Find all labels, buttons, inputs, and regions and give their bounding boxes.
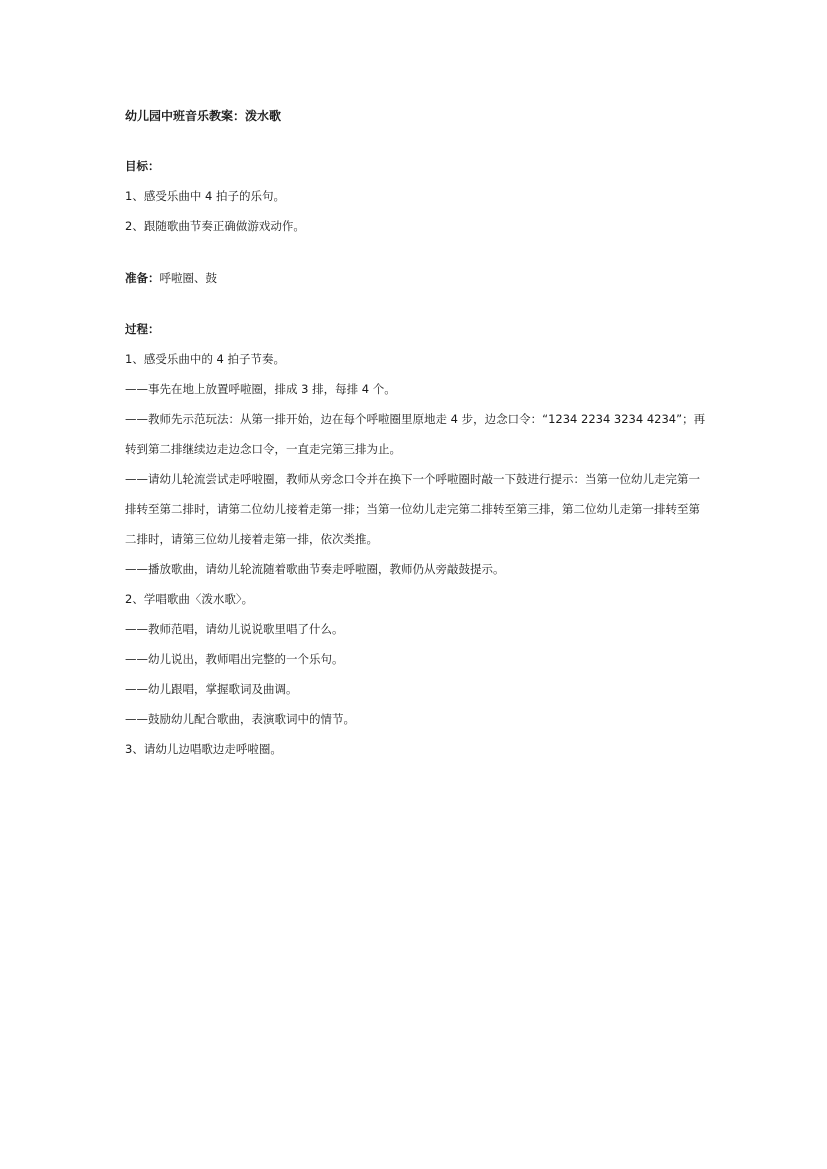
process-line-5: ——播放歌曲，请幼儿轮流随着歌曲节奏走呼啦圈，教师仍从旁敲鼓提示。	[125, 562, 505, 576]
process-line-4: ——请幼儿轮流尝试走呼啦圈，教师从旁念口令并在换下一个呼啦圈时敲一下鼓进行提示：当第一位幼儿走完第一排转至第二排时，请第二位幼儿接着走第一排；当第一位幼儿走完第二排转至第三排，第二位幼儿走第一排转至第二排时，请第三位幼儿接着走第一排，依次类推。	[125, 472, 700, 546]
process-line-8: ——幼儿说出，教师唱出完整的一个乐句。	[125, 652, 344, 666]
goal-heading: 目标：	[125, 159, 160, 173]
prep-text: 呼啦圈、鼓	[159, 271, 217, 285]
document-title: 幼儿园中班音乐教案：泼水歌	[125, 109, 282, 123]
goal-item-2: 2、跟随歌曲节奏正确做游戏动作。	[125, 219, 305, 233]
document-body	[125, 106, 707, 769]
process-line-3: ——教师先示范玩法：从第一排开始，边在每个呼啦圈里原地走 4 步，边念口令：“1234 2234 3234 4234”；再转到第二排继续边走边念口令，一直走完第三排为止。	[125, 412, 706, 456]
process-line-2: ——事先在地上放置呼啦圈，排成 3 排，每排 4 个。	[125, 382, 396, 396]
process-line-7: ——教师范唱，请幼儿说说歌里唱了什么。	[125, 622, 344, 636]
prep-section	[125, 268, 707, 288]
process-line-1: 1、感受乐曲中的 4 拍子节奏。	[125, 352, 285, 366]
section-spacer	[125, 246, 707, 268]
goal-item-1: 1、感受乐曲中 4 拍子的乐句。	[125, 189, 285, 203]
process-line-10: ——鼓励幼儿配合歌曲，表演歌词中的情节。	[125, 712, 355, 726]
process-line-11: 3、请幼儿边唱歌边走呼啦圈。	[125, 742, 282, 756]
process-line-6: 2、学唱歌曲〈泼水歌〉。	[125, 592, 254, 606]
section-spacer	[125, 298, 707, 319]
process-line-9: ——幼儿跟唱，掌握歌词及曲调。	[125, 682, 298, 696]
prep-heading: 准备：	[125, 271, 160, 285]
process-heading: 过程：	[125, 322, 160, 336]
